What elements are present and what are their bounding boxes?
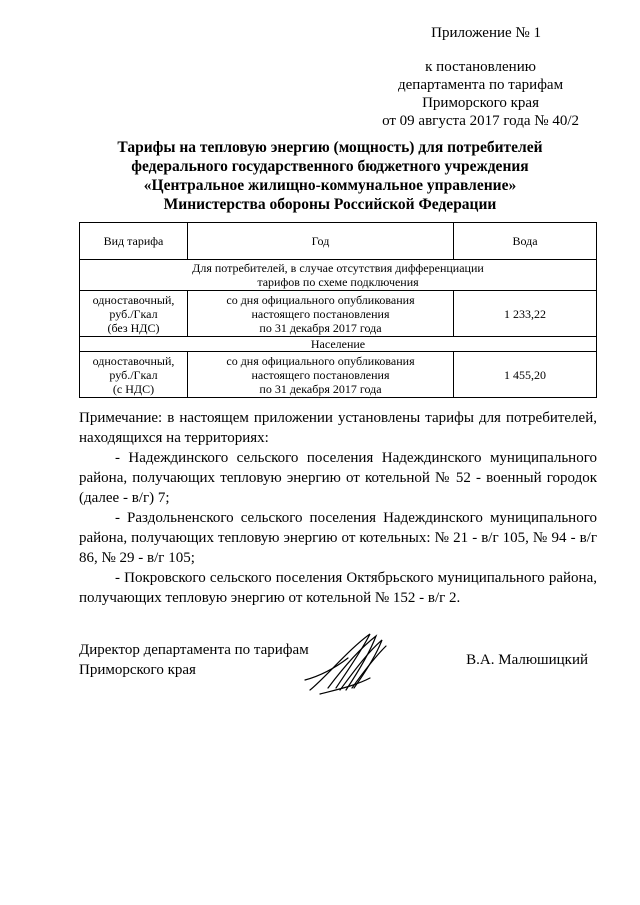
- signatory-position: [79, 640, 309, 680]
- cell-line: настоящего постановления: [251, 306, 390, 321]
- order-line: департамента по тарифам: [398, 77, 564, 93]
- appendix-number: Приложение № 1: [431, 25, 541, 41]
- period-cell: [188, 352, 454, 398]
- note-item: - Покровского сельского поселения Октябрьского муниципального района, получающих тепловую энергию от котельной № 152 - в/г 2.: [79, 570, 597, 606]
- cell-line: настоящего постановления: [251, 367, 390, 382]
- order-line: от 09 августа 2017 года № 40/2: [382, 113, 579, 129]
- cell-line: по 31 декабря 2017 года: [259, 381, 382, 396]
- section-heading-line: тарифов по схеме подключения: [257, 275, 419, 289]
- document-title: [80, 138, 580, 214]
- title-line: Министерства обороны Российской Федерации: [163, 196, 497, 213]
- cell-line: со дня официального опубликования: [226, 292, 415, 307]
- column-header: Вид тарифа: [80, 223, 188, 260]
- title-line: Тарифы на тепловую энергию (мощность) для потребителей: [117, 139, 543, 156]
- title-line: федерального государственного бюджетного учреждения: [131, 158, 529, 175]
- section-heading-line: Для потребителей, в случае отсутствия дифференциации: [192, 261, 484, 275]
- cell-line: со дня официального опубликования: [226, 353, 415, 368]
- cell-line: руб./Гкал: [109, 367, 158, 382]
- water-value-cell: 1 233,22: [454, 291, 597, 337]
- water-value-cell: 1 455,20: [454, 352, 597, 398]
- signatory-name: В.А. Малюшицкий: [466, 652, 588, 668]
- note-item: - Раздольненского сельского поселения Надеждинского муниципального района, получающих тепловую энергию от котельных: № 21 - в/г 105, № 94 - в/г 86, № 29 - в/г 105;: [79, 510, 597, 566]
- tariff-type-cell: [80, 291, 188, 337]
- section-heading-row: [80, 260, 597, 291]
- cell-line: руб./Гкал: [109, 306, 158, 321]
- note-item: - Надеждинского сельского поселения Надеждинского муниципального района, получающих тепловую энергию от котельной № 52 - военный городок (далее - в/г) 7;: [79, 450, 597, 506]
- title-line: «Центральное жилищно-коммунальное управление»: [143, 177, 517, 194]
- table-header-row: [80, 223, 597, 260]
- table-row: [80, 291, 597, 337]
- cell-line: (с НДС): [112, 381, 155, 396]
- period-cell: [188, 291, 454, 337]
- order-line: к постановлению: [425, 59, 536, 75]
- column-header: Вода: [454, 223, 597, 260]
- note-intro: Примечание: в настоящем приложении установлены тарифы для потребителей, находящихся на территориях:: [79, 410, 597, 446]
- cell-line: одноставочный,: [92, 292, 175, 307]
- section-heading: [80, 260, 597, 291]
- handwritten-signature: [300, 628, 395, 698]
- section-heading: Население: [80, 337, 597, 352]
- position-line: Директор департамента по тарифам: [79, 642, 309, 658]
- order-line: Приморского края: [422, 95, 539, 111]
- table-row: [80, 352, 597, 398]
- cell-line: одноставочный,: [92, 353, 175, 368]
- position-line: Приморского края: [79, 662, 196, 678]
- column-header: Год: [188, 223, 454, 260]
- tariff-table: [79, 222, 597, 398]
- section-heading-row: [80, 337, 597, 352]
- order-reference: [382, 58, 579, 130]
- note-block: [79, 408, 597, 608]
- tariff-type-cell: [80, 352, 188, 398]
- cell-line: (без НДС): [107, 320, 160, 335]
- cell-line: по 31 декабря 2017 года: [259, 320, 382, 335]
